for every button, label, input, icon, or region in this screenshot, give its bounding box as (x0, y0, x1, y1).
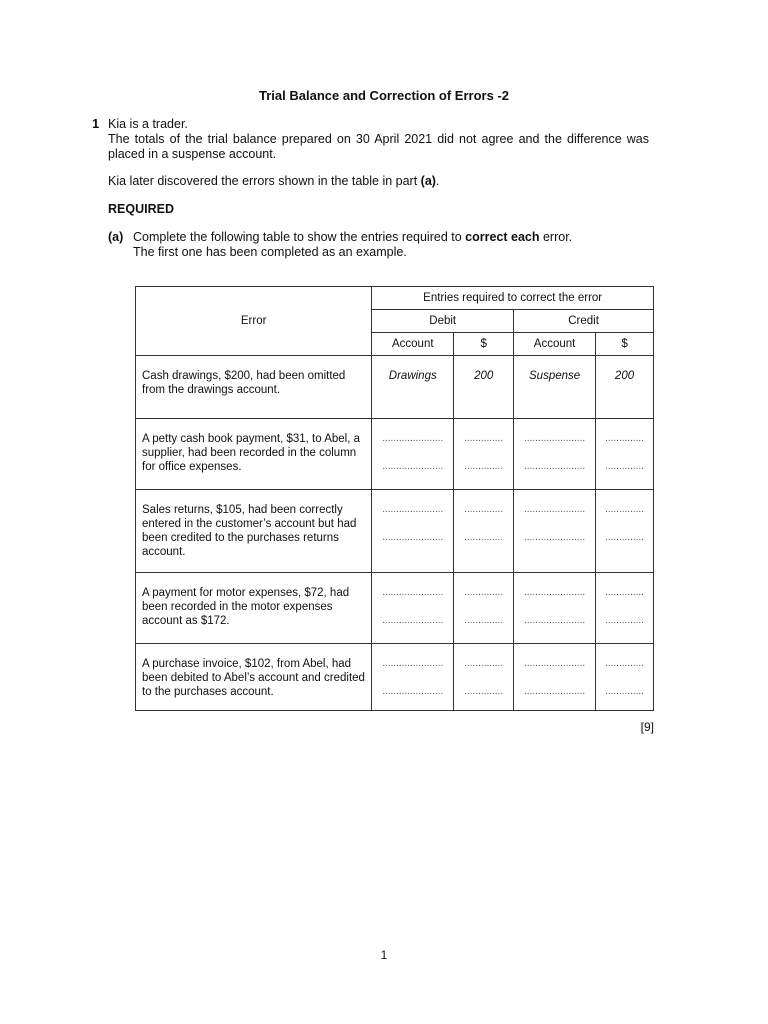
answer-line[interactable]: .............. (464, 686, 504, 697)
credit-account-cell[interactable] (514, 573, 596, 644)
page-number: 1 (380, 948, 388, 962)
answer-line[interactable]: ...................... (382, 532, 444, 543)
answer-line[interactable]: ...................... (524, 461, 586, 472)
part-a-instructions (108, 230, 572, 260)
page-title: Trial Balance and Correction of Errors -2 (259, 88, 509, 103)
error-column-header: Error (136, 287, 372, 356)
answer-line[interactable]: .............. (605, 433, 644, 444)
answer-line[interactable]: .............. (605, 615, 644, 626)
answer-line[interactable]: ...................... (524, 615, 586, 626)
question-number: 1 (92, 116, 100, 131)
credit-account-cell (514, 356, 596, 419)
example-credit-amount: 200 (614, 370, 635, 382)
answer-line[interactable]: .............. (605, 504, 644, 515)
debit-account-cell[interactable] (372, 573, 454, 644)
intro-line-2: The totals of the trial balance prepared on 30 April 2021 did not agree and the difference was placed in a suspense account. (108, 132, 649, 161)
credit-amount-cell[interactable] (596, 490, 654, 573)
error-description: A purchase invoice, $102, from Abel, had been debited to Abel’s account and credited to the purchases account. (136, 644, 372, 711)
credit-header: Credit (514, 310, 654, 333)
discovered-text-after: . (435, 174, 440, 188)
credit-amount-cell[interactable] (596, 573, 654, 644)
answer-line[interactable]: ...................... (524, 587, 586, 598)
answer-line[interactable]: .............. (605, 532, 644, 543)
answer-line[interactable]: ...................... (382, 686, 444, 697)
debit-account-cell[interactable] (372, 644, 454, 711)
credit-amount-header: $ (596, 333, 654, 356)
example-credit-account: Suspense (529, 370, 581, 382)
answer-line[interactable]: ...................... (382, 433, 444, 444)
example-debit-amount: 200 (474, 370, 494, 382)
debit-account-cell (372, 356, 454, 419)
answer-line[interactable]: .............. (605, 686, 644, 697)
part-a-line-2: The first one has been completed as an example. (133, 245, 407, 259)
answer-line[interactable]: .............. (464, 433, 504, 444)
error-description: Cash drawings, $200, had been omitted from the drawings account. (136, 356, 372, 419)
correction-table (135, 286, 654, 711)
answer-line[interactable]: ...................... (382, 461, 444, 472)
table-row (136, 573, 654, 644)
discovered-text-before: Kia later discovered the errors shown in the table in part (108, 174, 421, 188)
credit-account-header: Account (514, 333, 596, 356)
debit-amount-cell[interactable] (454, 573, 514, 644)
discovered-text (108, 174, 439, 189)
answer-line[interactable]: .............. (605, 658, 644, 669)
part-a-line-1 (108, 230, 572, 245)
credit-account-cell[interactable] (514, 419, 596, 490)
table-row (136, 644, 654, 711)
answer-line[interactable]: ...................... (382, 587, 444, 598)
debit-amount-cell[interactable] (454, 490, 514, 573)
answer-line[interactable]: ...................... (524, 433, 586, 444)
marks-allocation: [9] (640, 720, 654, 734)
debit-amount-cell (454, 356, 514, 419)
credit-amount-cell[interactable] (596, 419, 654, 490)
answer-line[interactable]: .............. (464, 587, 504, 598)
required-heading: REQUIRED (108, 202, 174, 216)
answer-line[interactable]: ...................... (524, 504, 586, 515)
table-row (136, 419, 654, 490)
credit-amount-cell (596, 356, 654, 419)
debit-account-header: Account (372, 333, 454, 356)
answer-line[interactable]: ...................... (524, 658, 586, 669)
debit-account-cell[interactable] (372, 419, 454, 490)
answer-line[interactable]: ...................... (524, 686, 586, 697)
answer-line[interactable]: .............. (464, 615, 504, 626)
debit-header: Debit (372, 310, 514, 333)
error-description: Sales returns, $105, had been correctly entered in the customer’s account but had been credited to the purchases returns account. (136, 490, 372, 573)
error-description: A petty cash book payment, $31, to Abel, a supplier, had been recorded in the column for office expenses. (136, 419, 372, 490)
answer-line[interactable]: .............. (605, 587, 644, 598)
entries-header: Entries required to correct the error (372, 287, 654, 310)
debit-amount-cell[interactable] (454, 644, 514, 711)
error-description: A payment for motor expenses, $72, had been recorded in the motor expenses account as $172. (136, 573, 372, 644)
answer-line[interactable]: ...................... (382, 504, 444, 515)
discovered-text-bold: (a) (420, 174, 436, 188)
part-a-label: (a) (108, 230, 124, 244)
intro-line-1: Kia is a trader. (108, 117, 188, 131)
answer-line[interactable]: ...................... (382, 658, 444, 669)
answer-line[interactable]: .............. (464, 461, 504, 472)
credit-amount-cell[interactable] (596, 644, 654, 711)
debit-amount-cell[interactable] (454, 419, 514, 490)
answer-line[interactable]: .............. (464, 658, 504, 669)
part-a-line-1-before: Complete the following table to show the entries required to (133, 230, 466, 244)
debit-amount-header: $ (454, 333, 514, 356)
answer-line[interactable]: ...................... (382, 615, 444, 626)
credit-account-cell[interactable] (514, 644, 596, 711)
answer-line[interactable]: .............. (464, 504, 504, 515)
answer-line[interactable]: .............. (464, 532, 504, 543)
table-row (136, 356, 654, 419)
answer-line[interactable]: .............. (605, 461, 644, 472)
credit-account-cell[interactable] (514, 490, 596, 573)
part-a-line-1-bold: correct each (465, 230, 540, 244)
part-a-line-1-after: error. (539, 230, 573, 244)
answer-line[interactable]: ...................... (524, 532, 586, 543)
debit-account-cell[interactable] (372, 490, 454, 573)
table-row (136, 490, 654, 573)
example-debit-account: Drawings (388, 370, 437, 382)
